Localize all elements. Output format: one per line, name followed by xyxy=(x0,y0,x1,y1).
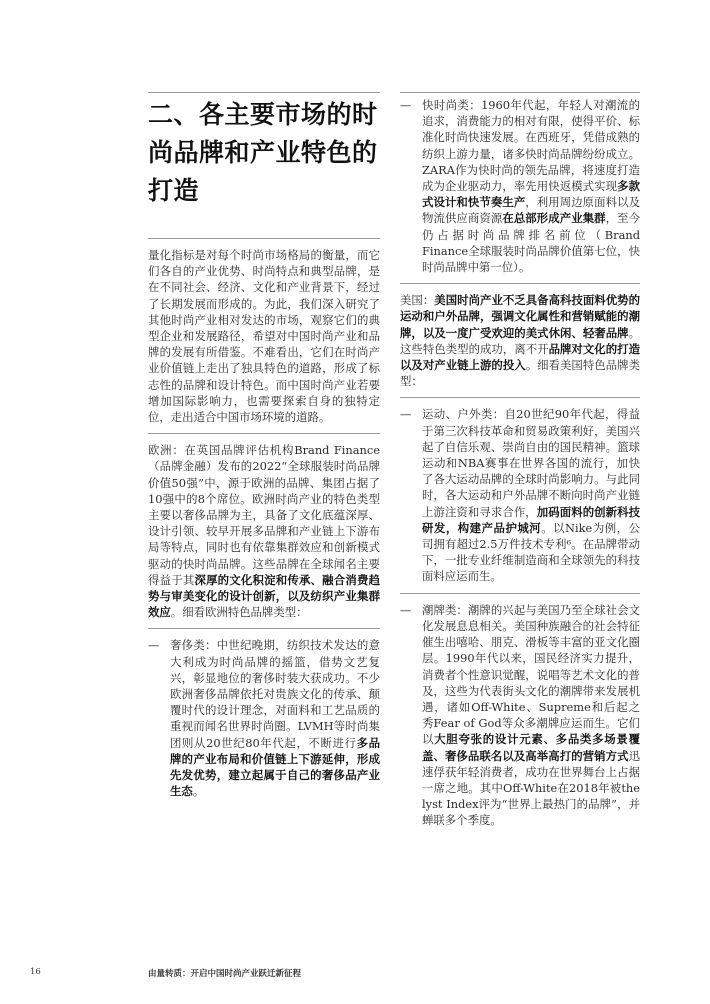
sports-rule xyxy=(400,397,640,398)
europe-paragraph: 欧洲：在英国品牌评估机构Brand Finance（品牌金融）发布的2022“全球服装时尚品牌价值50强”中，源于欧洲的品牌、集团占据了10强中的8个席位。欧洲时尚产业的特色类型主要以奢侈品牌为主，具备了文化底蕴深厚、设计引领、较早开展多品牌和产业链上下游布局等特点，同时也有依靠集群效应和创新模式驱动的快时尚品牌。这些品牌在全球闻名主要得益于其深厚的文化积淀和传承、融合消费趋势与审美变化的设计创新，以及纺织产业集群效应。细看欧洲特色品牌类型： xyxy=(148,443,380,620)
title-rule xyxy=(148,238,380,239)
luxury-highlight: 多品牌的产业布局和价值链上下游延伸，形成先发优势，建立起属于自己的奢侈品产业生态 xyxy=(170,735,380,799)
streetwear-item: — 潮牌类：潮牌的兴起与美国乃至全球社会文化发展息息相关。美国种族融合的社会特征催生出嘻哈、朋克、滑板等丰富的亚文化圈层。1990年代以来，国民经济实力提升，消费者个性意识觉醒，说唱等艺术文化的普及，这些为代表街头文化的潮牌带来发展机遇，诸如Off-White、Supreme和后起之秀Fear of God等众多潮牌应运而生。它们以大胆夸张的设计元素、多品类多场景覆盖、奢侈品联名以及高举高打的营销方式迅速俘获年轻消费者，成功在世界舞台上占据一席之地。其中Off-White在2018年被the lyst Index评为“世界上最热门的品牌”，并蝉联多个季度。 xyxy=(400,602,640,828)
europe-highlight: 深厚的文化积淀和传承、融合消费趋势与审美变化的设计创新，以及纺织产业集群效应 xyxy=(148,572,380,620)
fast-highlight-1: 多款式设计和快节奏生产 xyxy=(422,179,640,210)
page-number: 16 xyxy=(30,967,41,977)
intro-paragraph: 量化指标是对每个时尚市场格局的衡量，而它们各自的产业优势、时尚特点和典型品牌，是在不同社会、经济、文化和产业背景下，经过了长期发展而形成的。为此，我们深入研究了其他时尚产业相对发达的市场，观察它们的典型企业和发展路径，希望对中国时尚产业和品牌的发展有所借鉴。不难看出，它们在时尚产业价值链上走出了独具特色的道路，形成了标志性的品牌和设计特色。而中国时尚产业若要增加国际影响力，也需要探索自身的独特定位，走出适合中国市场环境的道路。 xyxy=(148,248,380,425)
usa-rule xyxy=(400,283,640,284)
fast-fashion-item: — 快时尚类：1960年代起，年轻人对潮流的追求，消费能力的相对有限，使得平价、标准化时尚快速发展。在西班牙，凭借成熟的纺织上游力量，诸多快时尚品牌纷纷成立。ZARA作为快时尚的领先品牌，将速度打造成为企业驱动力，率先用快返模式实现多款式设计和快节奏生产，利用周边原面料以及物流供应商资源在总部形成产业集群，至今仍占据时尚品牌排名前位（Brand Finance全球服装时尚品牌价值第七位，快时尚品牌中第一位）。 xyxy=(400,98,640,275)
usa-highlight-1: 美国时尚产业不乏具备高科技面料优势的运动和户外品牌，强调文化属性和营销赋能的潮牌，以及一度广受欢迎的美式休闲、轻奢品牌 xyxy=(400,293,640,340)
europe-rule xyxy=(148,433,380,434)
luxury-rule xyxy=(148,628,380,629)
top-rule-right xyxy=(400,92,640,93)
footer-title: 由量转质：开启中国时尚产业跃迁新征程 xyxy=(148,969,302,979)
list-dash: — xyxy=(148,638,160,653)
left-column xyxy=(148,92,380,800)
section-title: 二、各主要市场的时尚品牌和产业特色的打造 xyxy=(148,100,378,205)
list-dash: — xyxy=(400,407,412,422)
top-rule-left xyxy=(148,92,380,93)
list-dash: — xyxy=(400,602,412,617)
sports-highlight: 加码面料的创新科技研发，构建产品护城河 xyxy=(422,504,640,535)
luxury-item: — 奢侈类：中世纪晚期，纺织技术发达的意大利成为时尚品牌的摇篮，借势文艺复兴，彰显地位的奢侈时装大获成功。不少欧洲奢侈品牌依托对贵族文化的传承、颠覆时代的设计理念，对面料和工艺品质的重视而闻名世界时尚圈。LVMH等时尚集团则从20世纪80年代起，不断进行多品牌的产业布局和价值链上下游延伸，形成先发优势，建立起属于自己的奢侈品产业生态。 xyxy=(148,638,380,799)
usa-paragraph: 美国：美国时尚产业不乏具备高科技面料优势的运动和户外品牌，强调文化属性和营销赋能的潮牌，以及一度广受欢迎的美式休闲、轻奢品牌。这些特色类型的成功，离不开品牌对文化的打造以及对产业链上游的投入。细看美国特色品牌类型： xyxy=(400,293,640,389)
sports-item: — 运动、户外类：自20世纪90年代起，得益于第三次科技革命和贸易政策利好，美国兴起了自信乐观、崇尚自由的国民精神。篮球运动和NBA赛事在世界各国的流行，加快了各大运动品牌的全球时尚影响力。与此同时，各大运动和户外品牌不断向时尚产业链上游注资和寻求合作，加码面料的创新科技研发，构建产品护城河。以Nike为例，公司拥有超过2.5万件技术专利⁶。在品牌带动下，一批专业纤维制造商和全球领先的科技面料应运而生。 xyxy=(400,407,640,584)
right-column xyxy=(400,92,640,829)
street-highlight: 大胆夸张的设计元素、多品类多场景覆盖、奢侈品联名以及高举高打的营销方式 xyxy=(422,732,640,763)
usa-highlight-2: 品牌对文化的打造以及对产业链上游的投入 xyxy=(400,341,640,373)
list-dash: — xyxy=(400,98,412,112)
fast-highlight-2: 在总部形成产业集群 xyxy=(502,211,606,226)
street-rule xyxy=(400,593,640,594)
